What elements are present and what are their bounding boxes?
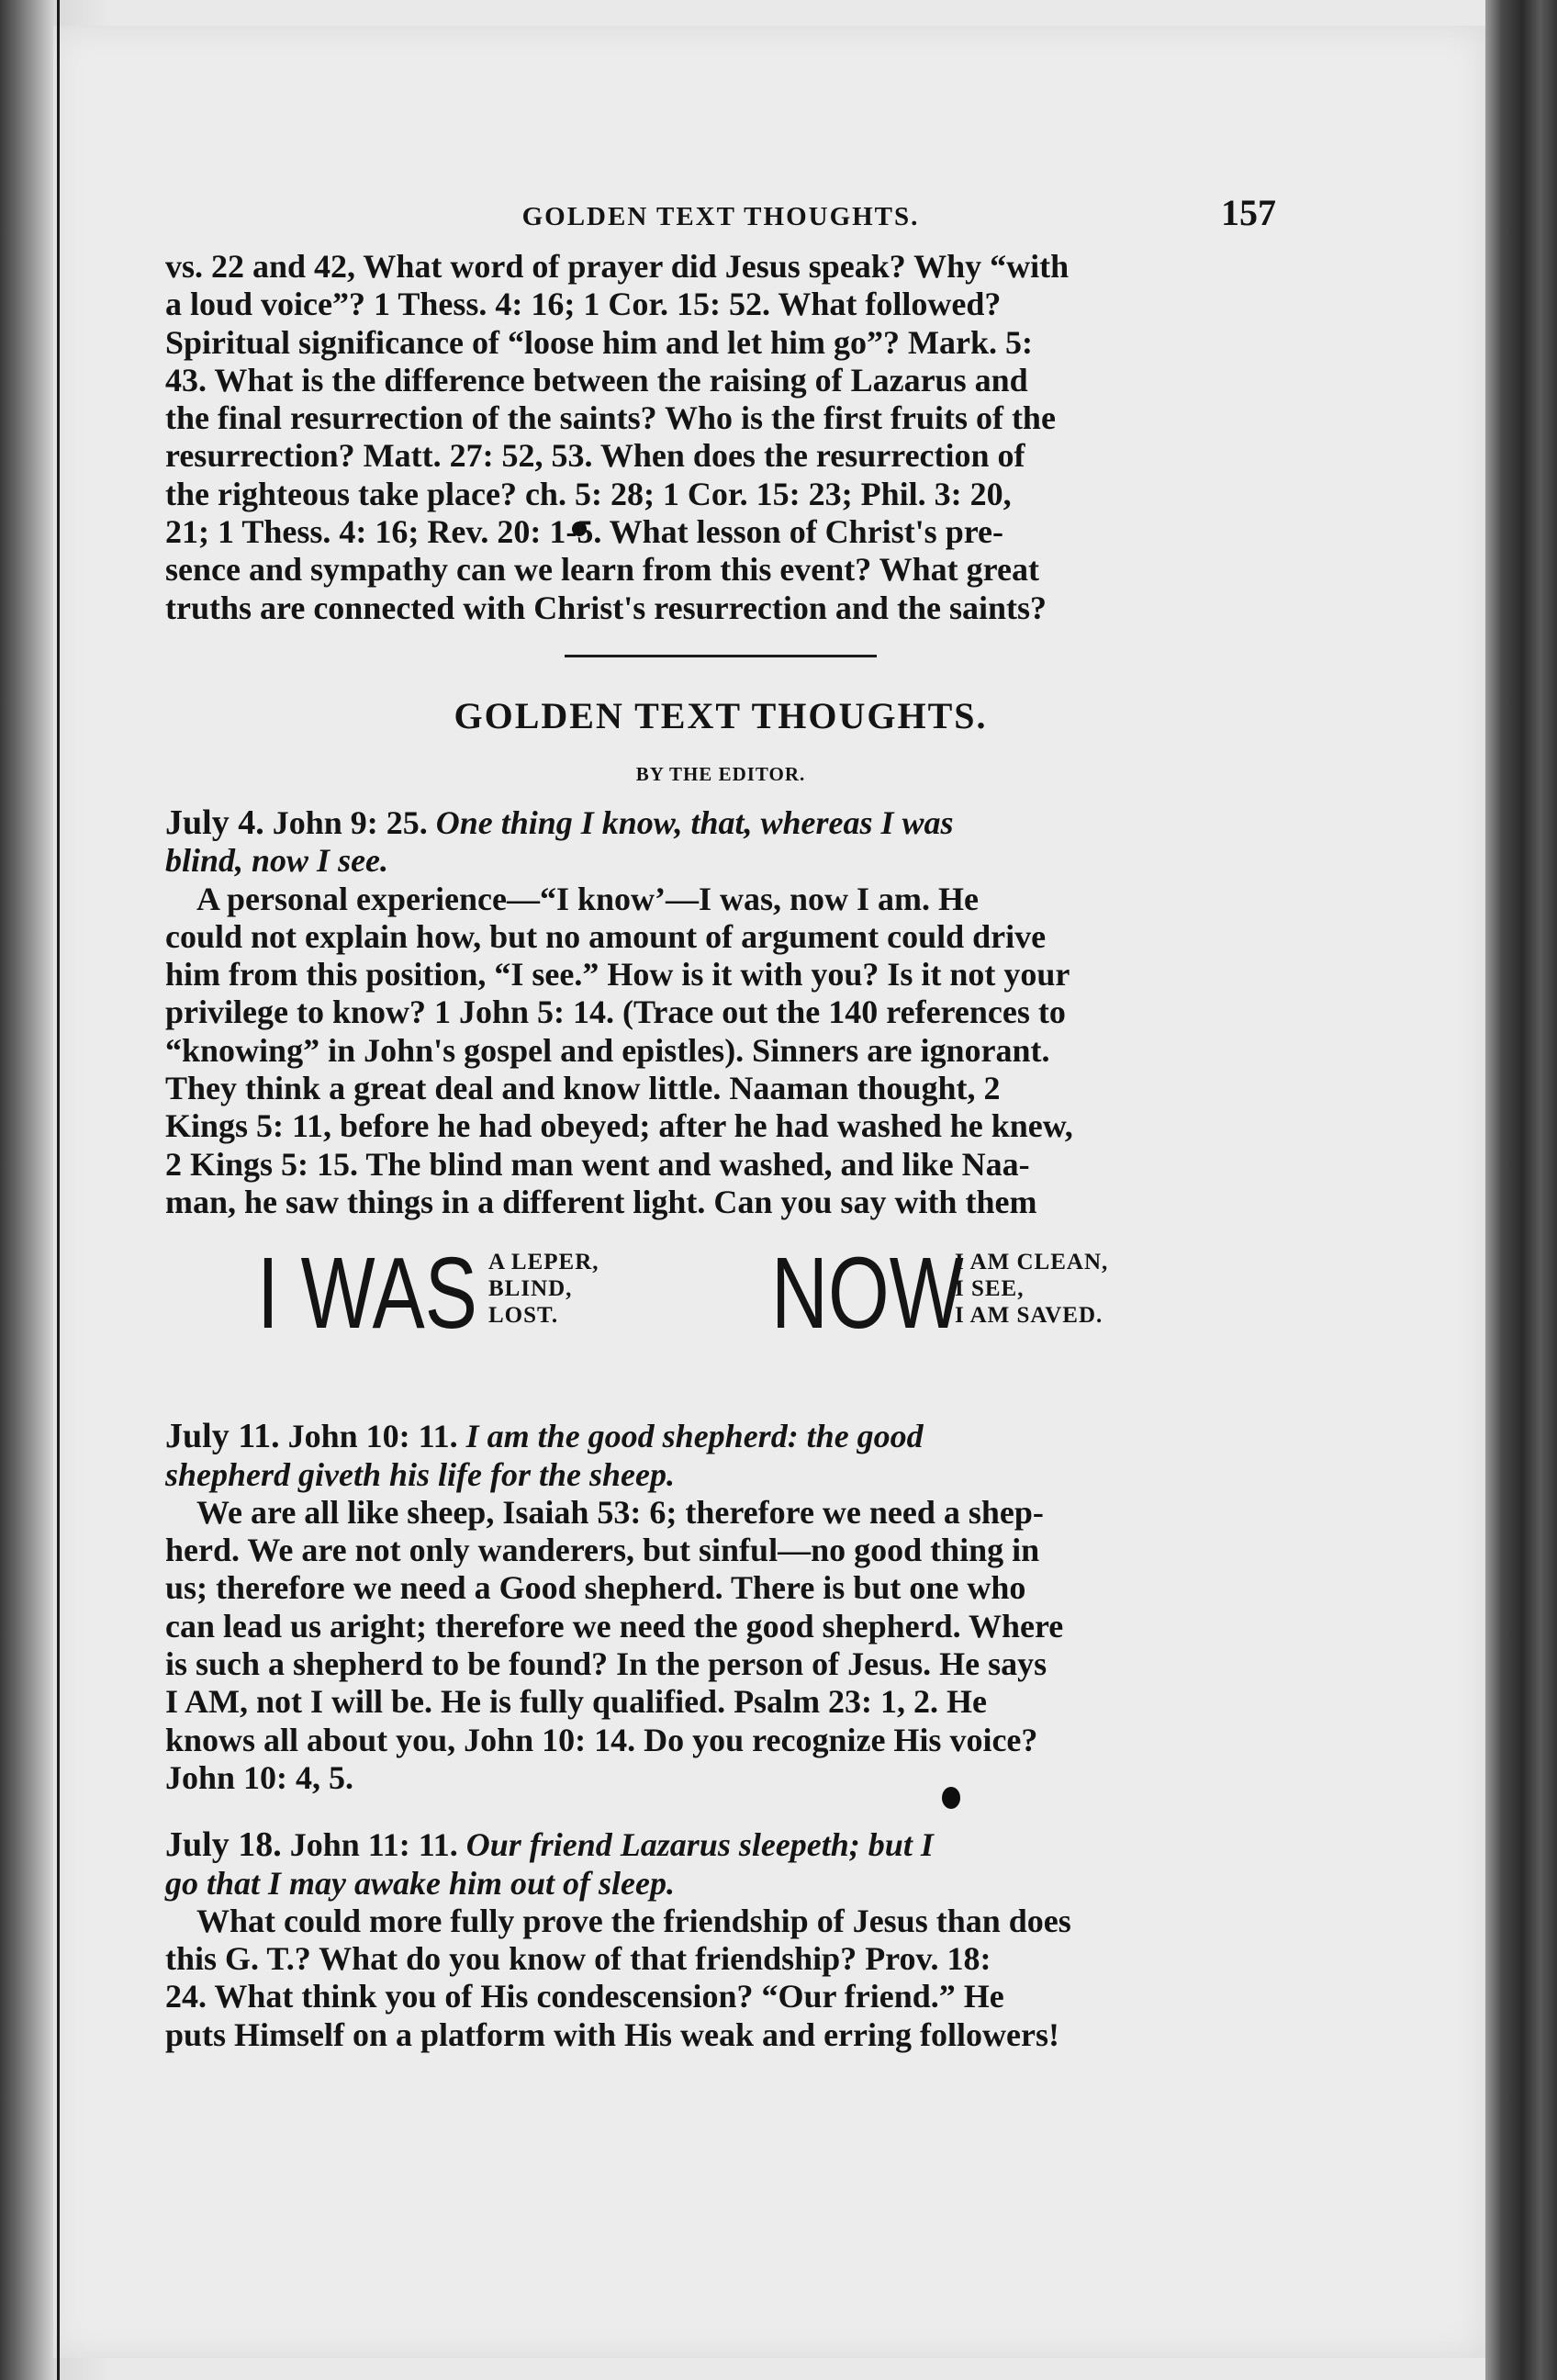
text-line: the final resurrection of the saints? Who is the first fruits of the — [165, 399, 1056, 437]
scripture-reference: John 9: 25. — [272, 803, 428, 841]
text-line: the righteous take place? ch. 5: 28; 1 Cor. 15: 23; Phil. 3: 20, — [165, 475, 1012, 512]
was-list — [488, 1249, 599, 1329]
book-spine — [57, 0, 60, 2380]
was-item: BLIND, — [488, 1276, 573, 1302]
entry-july-11 — [165, 1418, 1276, 1797]
text-line: can lead us aright; therefore we need the good shepherd. Where — [165, 1607, 1064, 1645]
text-line: could not explain how, but no amount of argument could drive — [165, 917, 1047, 955]
text-line: 21; 1 Thess. 4: 16; Rev. 20: 1-5. What lesson of Christ's pre- — [165, 513, 1004, 551]
text-line: privilege to know? 1 John 5: 14. (Trace out the 140 references to — [165, 994, 1066, 1031]
now-item: I AM CLEAN, — [955, 1250, 1109, 1275]
byline: BY THE EDITOR. — [635, 762, 806, 785]
text-line: knows all about you, John 10: 14. Do you recognize His voice? — [165, 1721, 1038, 1758]
section-divider — [565, 655, 877, 657]
was-item: A LEPER, — [488, 1250, 599, 1275]
text-line: a loud voice”? 1 Thess. 4: 16; 1 Cor. 15: 52. What followed? — [165, 286, 1002, 323]
running-title: GOLDEN TEXT THOUGHTS. — [521, 202, 920, 231]
text-line: 24. What think you of His condescension? “Our friend.” He — [165, 1978, 1004, 2015]
text-line: resurrection? Matt. 27: 52, 53. When does the resurrection of — [165, 437, 1025, 475]
entry-july-18 — [165, 1826, 1276, 2054]
text-line: 2 Kings 5: 15. The blind man went and washed, and like Naa- — [165, 1145, 1030, 1183]
entry-july-4 — [165, 804, 1276, 1221]
text-line: Kings 5: 11, before he had obeyed; after he had washed he knew, — [165, 1107, 1073, 1145]
book-edge — [1485, 0, 1557, 2380]
golden-text: One thing I know, that, whereas I was — [435, 803, 954, 841]
now-heading: NOW — [771, 1237, 964, 1351]
golden-text: I am the good shepherd: the good — [465, 1418, 924, 1455]
intro-paragraph — [165, 248, 1276, 627]
was-heading: I WAS — [257, 1237, 477, 1351]
text-line: us; therefore we need a Good shepherd. There is but one who — [165, 1569, 1026, 1607]
page-number: 157 — [1221, 192, 1276, 233]
golden-text-line — [165, 1826, 1276, 1864]
text-line: sence and sympathy can we learn from this event? What great — [165, 551, 1039, 589]
golden-text-continued: blind, now I see. — [165, 842, 389, 880]
text-line: 43. What is the difference between the raising of Lazarus and — [165, 361, 1028, 399]
golden-text-line — [165, 804, 1276, 842]
text-line: We are all like sheep, Isaiah 53: 6; therefore we need a shep- — [196, 1493, 1044, 1531]
entry-date: July 4. — [165, 803, 264, 842]
golden-text-continued: shepherd giveth his life for the sheep. — [165, 1455, 675, 1493]
text-line: They think a great deal and know little. Naaman thought, 2 — [165, 1070, 1001, 1107]
text-line: this G. T.? What do you know of that friendship? Prov. 18: — [165, 1940, 991, 1978]
now-list — [955, 1249, 1108, 1329]
scripture-reference: John 10: 11. — [287, 1418, 458, 1455]
text-line: herd. We are not only wanderers, but sinful—no good thing in — [165, 1532, 1040, 1569]
was-item: LOST. — [488, 1303, 559, 1329]
golden-text-continued: go that I may awake him out of sleep. — [165, 1864, 676, 1902]
page-content — [165, 184, 1276, 2054]
scripture-reference: John 11: 11. — [289, 1826, 458, 1864]
text-line: puts Himself on a platform with His weak and erring followers! — [165, 2015, 1059, 2053]
running-head — [165, 184, 1276, 248]
entry-date: July 11. — [165, 1417, 280, 1456]
golden-text-line — [165, 1418, 1276, 1455]
text-line: is such a shepherd to be found? In the person of Jesus. He says — [165, 1645, 1047, 1683]
text-line: John 10: 4, 5. — [165, 1758, 354, 1796]
text-line: truths are connected with Christ's resurrection and the saints? — [165, 589, 1047, 626]
text-line: “knowing” in John's gospel and epistles). Sinners are ignorant. — [165, 1031, 1050, 1069]
section-title: GOLDEN TEXT THOUGHTS. — [454, 694, 988, 736]
now-item: I AM SAVED. — [955, 1303, 1103, 1329]
golden-text: Our friend Lazarus sleepeth; but I — [465, 1826, 934, 1864]
text-line: I AM, not I will be. He is fully qualified. Psalm 23: 1, 2. He — [165, 1683, 988, 1721]
now-item: I SEE, — [955, 1276, 1025, 1302]
text-line: him from this position, “I see.” How is it with you? Is it not your — [165, 956, 1070, 994]
text-line: Spiritual significance of “loose him and let him go”? Mark. 5: — [165, 323, 1033, 361]
text-line: A personal experience—“I know’—I was, now I am. He — [196, 880, 979, 917]
text-line: vs. 22 and 42, What word of prayer did Jesus speak? Why “with — [165, 248, 1070, 285]
text-line: What could more fully prove the friendship of Jesus than does — [196, 1902, 1071, 1939]
entry-date: July 18. — [165, 1825, 282, 1865]
was-now-display — [165, 1237, 1276, 1381]
text-line: man, he saw things in a different light. Can you say with them — [165, 1183, 1037, 1220]
